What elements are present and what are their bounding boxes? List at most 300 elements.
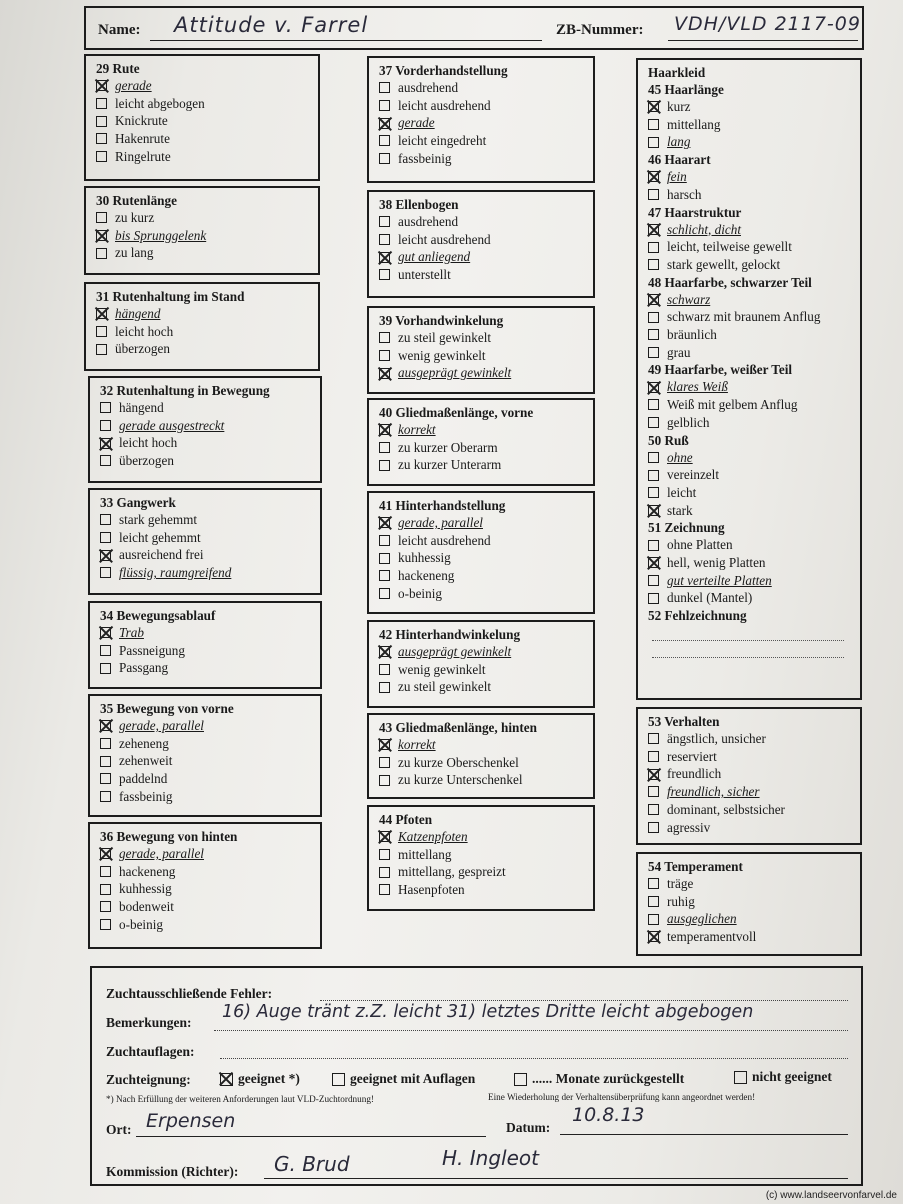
checkbox[interactable] [379,884,390,895]
option-label: o-beinig [119,916,163,932]
checkbox[interactable] [379,553,390,564]
checkbox-option[interactable] [100,916,314,934]
checkbox-option[interactable] [100,863,314,881]
box-rutenhaltung-stand [84,282,320,371]
option-monate[interactable] [514,1071,684,1087]
checkbox-option[interactable] [379,567,587,585]
checkbox-option[interactable] [648,291,854,309]
checkbox-option[interactable] [379,421,587,439]
checkbox[interactable] [379,535,390,546]
checkbox-option[interactable] [96,244,312,262]
checkbox-option[interactable] [648,256,854,274]
checkbox-option[interactable] [379,456,587,474]
datum-value[interactable]: 10.8.13 [572,1104,645,1126]
option-label: Knickrute [115,113,168,129]
checkbox-option[interactable] [379,231,587,249]
option-label: bis Sprunggelenk [115,227,207,243]
checkbox-checked[interactable] [648,769,659,780]
checkbox[interactable] [379,588,390,599]
checkbox[interactable] [379,570,390,581]
section-heading: 52 Fehlzeichnung [648,608,747,624]
checkbox-option[interactable] [100,564,314,582]
checkbox-option[interactable] [379,661,587,679]
option-nicht-label: nicht geeignet [752,1069,832,1084]
section-heading: 48 Haarfarbe, schwarzer Teil [648,274,812,290]
checkbox-option[interactable] [379,439,587,457]
checkbox-option[interactable] [100,845,314,863]
checkbox-checked[interactable] [648,557,659,568]
checkbox-option[interactable] [379,771,587,789]
box-title: 54 Temperament [648,859,743,874]
box-bewegungsablauf [88,601,322,689]
checkbox[interactable] [100,567,111,578]
checkbox[interactable] [648,242,659,253]
checkbox-option[interactable] [96,323,312,341]
checkbox[interactable] [379,100,390,111]
box-vorhandwinkelung [367,306,595,394]
checkbox[interactable] [96,212,107,223]
checkbox-option[interactable] [96,227,312,245]
checkbox[interactable] [100,866,111,877]
option-label: zu steil gewinkelt [398,330,492,345]
option-auflagen[interactable] [332,1071,475,1087]
option-label: gelblich [667,414,710,430]
checkbox-option[interactable] [379,364,587,382]
checkbox-option[interactable] [379,79,587,97]
option-label: schlicht, dicht [667,221,741,237]
checkbox-option[interactable] [100,417,314,435]
checkbox[interactable] [100,738,111,749]
checkbox[interactable] [100,420,111,431]
checkbox[interactable] [648,119,659,130]
checkbox[interactable] [96,151,107,162]
option-label: leicht ausdrehend [398,532,491,548]
checkbox-option[interactable] [100,399,314,417]
checkbox-option[interactable] [96,112,312,130]
section-heading: 51 Zeichnung [648,520,725,536]
checkbox-option[interactable] [379,132,587,150]
option-label: stark gehemmt [119,512,198,527]
checkbox-option[interactable] [648,344,854,362]
checkbox-checked[interactable] [96,230,107,241]
checkbox-option[interactable] [648,730,854,748]
checkbox-option[interactable] [648,819,854,837]
signature-1[interactable]: G. Brud [274,1152,350,1176]
option-label: gerade ausgestreckt [119,417,225,433]
option-label: leicht hoch [119,435,178,451]
option-label: unterstellt [398,267,451,283]
checkbox[interactable] [96,98,107,109]
checkbox-option[interactable] [379,754,587,772]
name-line [150,40,542,41]
box-title: Haarkleid [648,65,706,80]
checkbox-option[interactable] [379,114,587,132]
checkbox[interactable] [648,575,659,586]
checkbox[interactable] [648,733,659,744]
checkbox[interactable] [100,645,111,656]
option-label: grau [667,344,691,360]
box-gangwerk [88,488,322,595]
checkbox[interactable] [648,452,659,463]
option-label: mittellang [667,116,721,132]
checkbox[interactable] [648,329,659,340]
checkbox-option[interactable] [379,97,587,115]
checkbox-option[interactable] [379,514,587,532]
checkbox[interactable] [648,914,659,925]
checkbox[interactable] [648,189,659,200]
checkbox[interactable] [648,470,659,481]
checkbox-option[interactable] [96,95,312,113]
checkbox-checked[interactable] [379,424,390,435]
checkbox-option[interactable] [648,536,854,554]
name-value[interactable]: Attitude v. Farrel [174,13,369,37]
checkbox[interactable] [96,116,107,127]
checkbox-option[interactable] [100,546,314,564]
checkbox-option[interactable] [648,893,854,911]
checkbox-option[interactable] [648,414,854,432]
box-bewegung-vorne [88,694,322,817]
option-label: vereinzelt [667,467,719,483]
checkbox[interactable] [379,664,390,675]
checkbox-option[interactable] [648,801,854,819]
checkbox-option[interactable] [379,213,587,231]
checkbox[interactable] [379,442,390,453]
checkbox-option[interactable] [648,928,854,946]
box-temperament [636,852,862,956]
checkbox-option[interactable] [648,466,854,484]
option-label: zeheneng [119,735,169,751]
checkbox-option[interactable] [648,396,854,414]
checkbox[interactable] [96,133,107,144]
checkbox-option[interactable] [379,329,587,347]
checkbox-option[interactable] [648,133,854,151]
option-label: temperamentvoll [667,929,757,945]
checkbox-option[interactable] [648,378,854,396]
option-label: korrekt [398,737,436,752]
checkbox[interactable] [648,487,659,498]
checkbox[interactable] [379,757,390,768]
checkbox-option[interactable] [379,863,587,881]
checkbox-option[interactable] [379,266,587,284]
checkbox-option[interactable] [100,434,314,452]
checkbox-option[interactable] [379,736,587,754]
option-label: dunkel (Mantel) [667,590,753,606]
checkbox-checked[interactable] [379,739,390,750]
option-label: korrekt [398,422,436,437]
checkbox-option[interactable] [379,846,587,864]
checkbox-option[interactable] [379,532,587,550]
checkbox-monate[interactable] [514,1073,527,1086]
checkbox[interactable] [379,135,390,146]
checkbox-option[interactable] [648,116,854,134]
checkbox[interactable] [379,460,390,471]
checkbox-option[interactable] [379,585,587,603]
checkbox-checked[interactable] [96,308,107,319]
checkbox[interactable] [648,259,659,270]
option-label: gerade, parallel [119,718,204,733]
checkbox[interactable] [379,269,390,280]
option-label: Ringelrute [115,148,171,164]
header-box [84,6,864,50]
checkbox-option[interactable] [96,130,312,148]
checkbox-checked[interactable] [100,550,111,561]
checkbox[interactable] [648,786,659,797]
ort-line [136,1136,486,1137]
checkbox-checked[interactable] [379,831,390,842]
checkbox[interactable] [100,919,111,930]
box-title: 40 Gliedmaßenlänge, vorne [379,405,534,420]
box-gliedmassen-hinten [367,713,595,799]
box-title: 39 Vorhandwinkelung [379,313,504,328]
option-label: hell, wenig Platten [667,555,766,571]
box-title: 41 Hinterhandstellung [379,498,506,513]
option-geeignet[interactable] [220,1071,300,1087]
checkbox-option[interactable] [648,765,854,783]
checkbox-checked[interactable] [96,80,107,91]
bemerk-value[interactable]: 16) Auge tränt z.Z. leicht 31) letztes Dritte leicht abgebogen [222,1002,754,1022]
checkbox[interactable] [379,775,390,786]
checkbox-option[interactable] [100,511,314,529]
checkbox-option[interactable] [100,624,314,642]
option-label: ausgeprägt gewinkelt [398,365,512,381]
checkbox-option[interactable] [379,347,587,365]
option-label: zu kurzer Oberarm [398,439,498,455]
option-nicht[interactable] [734,1069,832,1085]
section-heading: 45 Haarlänge [648,82,724,97]
checkbox-option[interactable] [648,554,854,572]
checkbox-option[interactable] [648,502,854,520]
checkbox-checked[interactable] [379,517,390,528]
checkbox-checked[interactable] [379,646,390,657]
option-label: hackeneng [119,863,176,879]
checkbox-option[interactable] [379,643,587,661]
zb-line [668,40,858,41]
box-title: 44 Pfoten [379,812,433,827]
box-title: 32 Rutenhaltung in Bewegung [100,383,270,398]
checkbox-geeignet[interactable] [220,1073,233,1086]
checkbox-option[interactable] [648,98,854,116]
checkbox[interactable] [100,791,111,802]
note-right: Eine Wiederholung der Verhaltensüberprüfung kann angeordnet werden! [488,1092,756,1102]
checkbox[interactable] [648,822,659,833]
checkbox-option[interactable] [648,875,854,893]
checkbox[interactable] [648,347,659,358]
checkbox[interactable] [100,756,111,767]
option-label: gut verteilte Platten [667,572,772,588]
checkbox[interactable] [648,878,659,889]
ort-value[interactable]: Erpensen [146,1110,236,1132]
checkbox[interactable] [100,402,111,413]
checkbox[interactable] [100,773,111,784]
option-label: überzogen [119,453,174,469]
checkbox-option[interactable] [379,678,587,696]
checkbox-option[interactable] [96,305,312,323]
checkbox[interactable] [100,663,111,674]
checkbox-option[interactable] [648,326,854,344]
checkbox-nicht[interactable] [734,1071,747,1084]
checkbox[interactable] [648,593,659,604]
checkbox-checked[interactable] [100,720,111,731]
option-label: zehenweit [119,753,173,769]
checkbox[interactable] [648,751,659,762]
checkbox-option[interactable] [96,340,312,358]
checkbox-checked[interactable] [648,171,659,182]
option-label: o-beinig [398,585,442,601]
checkbox[interactable] [379,234,390,245]
bemerk-line [214,1030,848,1031]
checkbox-checked[interactable] [648,505,659,516]
checkbox-option[interactable] [100,659,314,677]
checkbox-option[interactable] [379,248,587,266]
checkbox-option[interactable] [648,484,854,502]
checkbox-option[interactable] [100,770,314,788]
checkbox-option[interactable] [379,150,587,168]
option-label: ohne Platten [667,537,733,553]
checkbox-option[interactable] [100,717,314,735]
name-label: Name: [98,22,141,38]
ort-label: Ort: [106,1122,132,1137]
zuchtaus-line[interactable] [320,1000,848,1001]
option-label: gerade [115,78,152,93]
checkbox-option[interactable] [100,752,314,770]
checkbox[interactable] [96,326,107,337]
option-label: fein [667,169,687,185]
signature-2[interactable]: H. Ingleot [442,1146,539,1170]
fehlzeichnung-line[interactable] [652,647,844,658]
option-geeignet-label: geeignet *) [238,1071,300,1086]
option-label: leicht eingedreht [398,133,487,149]
checkbox[interactable] [648,137,659,148]
box-rutenhaltung-bewegung [88,376,322,483]
checkbox[interactable] [648,399,659,410]
checkbox[interactable] [379,682,390,693]
checkbox[interactable] [379,216,390,227]
checkbox[interactable] [96,344,107,355]
checkbox[interactable] [379,350,390,361]
section-heading: 50 Ruß [648,432,689,448]
checkbox-option[interactable] [96,77,312,95]
checkbox-checked[interactable] [100,848,111,859]
checkbox-checked[interactable] [648,931,659,942]
box-title: 33 Gangwerk [100,495,176,510]
checkbox[interactable] [648,417,659,428]
checkbox[interactable] [379,849,390,860]
option-label: lang [667,134,691,150]
checkbox-option[interactable] [648,783,854,801]
kommission-label: Kommission (Richter): [106,1164,239,1179]
option-label: Hakenrute [115,131,170,147]
checkbox-checked[interactable] [648,382,659,393]
option-label: Hasenpfoten [398,882,465,898]
fehlzeichnung-line[interactable] [652,630,844,641]
checkbox-option[interactable] [100,452,314,470]
checkbox-auflagen[interactable] [332,1073,345,1086]
checkbox-option[interactable] [379,881,587,899]
checkbox[interactable] [648,540,659,551]
checkbox[interactable] [379,153,390,164]
option-label: agressiv [667,819,711,835]
checkbox[interactable] [379,867,390,878]
checkbox-checked[interactable] [379,118,390,129]
checkbox-checked[interactable] [648,101,659,112]
option-auflagen-label: geeignet mit Auflagen [350,1071,476,1086]
checkbox-checked[interactable] [100,438,111,449]
copyright-credit: (c) www.landseervonfarvel.de [765,1190,897,1201]
box-verhalten [636,707,862,845]
checkbox-option[interactable] [648,186,854,204]
checkbox-option[interactable] [379,828,587,846]
checkbox-option[interactable] [96,209,312,227]
option-label: Passneigung [119,642,185,658]
checkbox[interactable] [100,901,111,912]
option-label: gerade [398,115,435,131]
checkbox-checked[interactable] [379,252,390,263]
checkbox-option[interactable] [100,642,314,660]
auflagen-line[interactable] [220,1058,848,1059]
option-label: paddelnd [119,771,168,787]
checkbox[interactable] [100,532,111,543]
checkbox[interactable] [100,455,111,466]
option-label: zu kurzer Unterarm [398,457,502,473]
option-label: bräunlich [667,327,717,343]
bottom-box [90,966,863,1186]
checkbox[interactable] [648,804,659,815]
option-label: ängstlich, unsicher [667,731,766,746]
checkbox-option[interactable] [100,898,314,916]
checkbox-option[interactable] [648,449,854,467]
option-label: leicht ausdrehend [398,97,491,113]
checkbox-option[interactable] [100,880,314,898]
checkbox-checked[interactable] [100,627,111,638]
checkbox-option[interactable] [648,748,854,766]
checkbox-checked[interactable] [648,224,659,235]
checkbox[interactable] [96,248,107,259]
checkbox-option[interactable] [96,148,312,166]
option-label: leicht hoch [115,323,174,339]
zb-value[interactable]: VDH/VLD 2117-09 [674,13,861,35]
checkbox-option[interactable] [648,910,854,928]
section-heading: 46 Haarart [648,152,711,168]
checkbox-checked[interactable] [379,368,390,379]
option-label: Passgang [119,660,169,676]
option-label: bodenweit [119,899,174,915]
checkbox-option[interactable] [648,221,854,239]
checkbox-option[interactable] [648,589,854,607]
checkbox-option[interactable] [648,168,854,186]
section-heading: 49 Haarfarbe, weißer Teil [648,362,793,378]
checkbox-option[interactable] [648,308,854,326]
checkbox-option[interactable] [100,529,314,547]
checkbox-option[interactable] [648,572,854,590]
checkbox[interactable] [648,896,659,907]
checkbox-checked[interactable] [648,294,659,305]
option-label: Trab [119,625,144,640]
checkbox-option[interactable] [648,238,854,256]
checkbox-option[interactable] [100,788,314,806]
checkbox[interactable] [648,312,659,323]
eignung-label: Zuchteignung: [106,1072,191,1087]
checkbox[interactable] [100,514,111,525]
option-label: harsch [667,186,702,202]
box-title: 29 Rute [96,61,140,76]
checkbox[interactable] [379,82,390,93]
checkbox-option[interactable] [379,549,587,567]
checkbox[interactable] [100,884,111,895]
checkbox[interactable] [379,332,390,343]
checkbox-option[interactable] [100,735,314,753]
box-title: 36 Bewegung von hinten [100,829,238,844]
option-label: gut anliegend [398,249,471,265]
